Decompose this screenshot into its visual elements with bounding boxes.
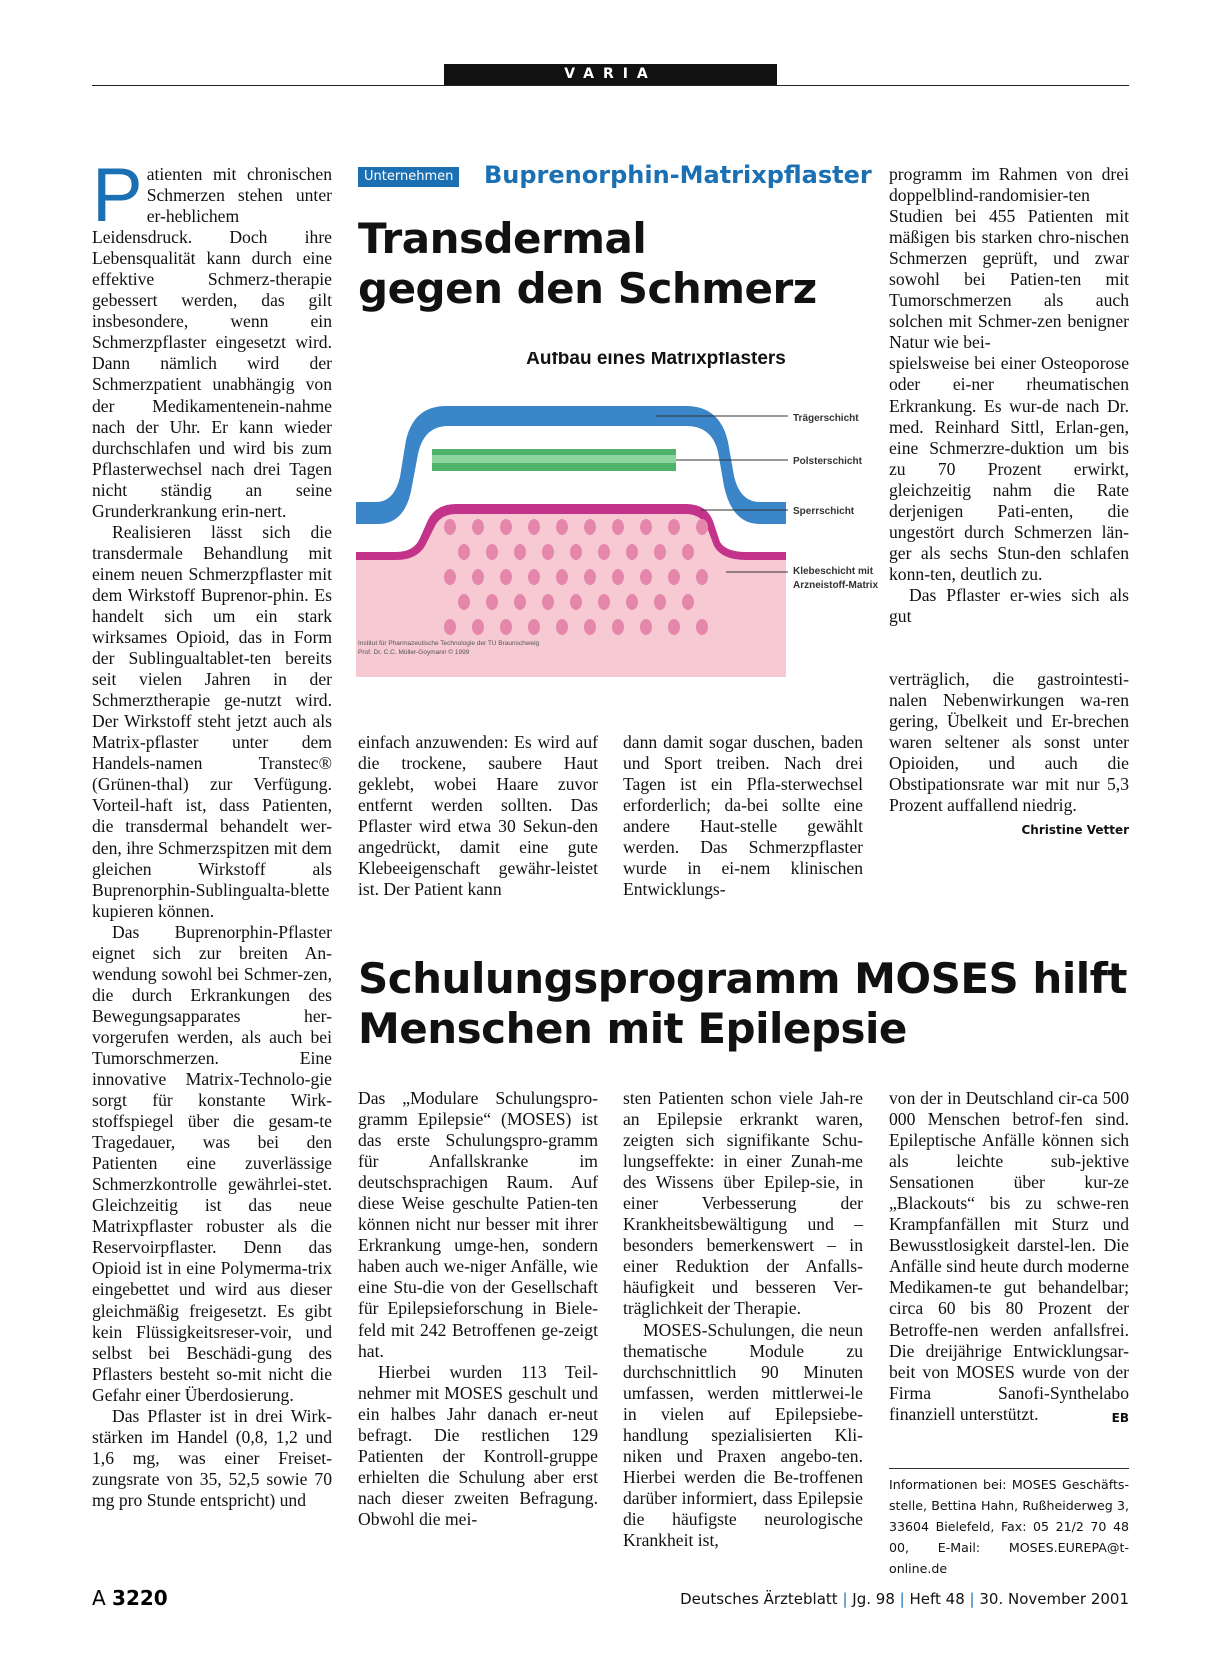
article1-paragraph-1: Patienten mit chronischen Schmerzen stehen unter er-heblichem Leidensdruck. Doch ihre Lebensqualität kann durch eine effektive Schmerz-therapie gebessert werden, das gilt insbesondere, wenn ein Schmerzpflaster eingesetzt wird. Dann nämlich wird der Schmerzpatient unabhängig von der Medikamentenein-nahme nach der Uhr. Er kann wieder durchschlafen und wird bis zum Pflasterwechsel nach drei Tagen nicht ständig an seine Grunderkrankung erin-nert. bbox=[92, 153, 332, 521]
drug-dot bbox=[556, 569, 568, 585]
article2-headline-line-2: Menschen mit Epilepsie bbox=[358, 1004, 907, 1053]
cushion-highlight bbox=[432, 455, 676, 463]
article1-headline-line-1: Transdermal bbox=[358, 214, 647, 263]
drug-dot bbox=[444, 569, 456, 585]
info-box: Informationen bei: MOSES Geschäfts-stelle, Bettina Hahn, Rußheiderweg 3, 33604 Bielefeld, Fax: 05 21/2 70 48 00, E-Mail: MOSES.EUREPA@t-online.de bbox=[889, 1477, 1129, 1576]
drug-dot bbox=[486, 594, 498, 610]
footer-journal bbox=[680, 1589, 1129, 1609]
article1-column-2-text: einfach anzuwenden: Es wird auf die trockene, saubere Haut geklebt, wobei Haare zuvor entfernt werden sollten. Das Pflaster wird etwa 30 Sekun-den angedrückt, damit eine gute Klebeeigenschaft gewähr-leistet ist. Der Patient kann bbox=[358, 732, 598, 900]
category-badge: Unternehmen bbox=[358, 167, 459, 187]
drug-dot bbox=[458, 594, 470, 610]
info-rule bbox=[889, 1468, 1129, 1469]
drug-dot bbox=[640, 519, 652, 535]
article2-column-3 bbox=[889, 1088, 1129, 1429]
drug-dot bbox=[668, 619, 680, 635]
page-prefix: A bbox=[92, 1586, 106, 1610]
article1-column-4-narrow-2: Das Pflaster er-wies sich als gut bbox=[889, 584, 1129, 626]
drug-dot bbox=[654, 544, 666, 560]
article1-column-3 bbox=[623, 732, 863, 900]
drug-dot bbox=[500, 569, 512, 585]
journal-date: 30. November 2001 bbox=[979, 1590, 1129, 1608]
drug-dot bbox=[584, 569, 596, 585]
article1-column-2 bbox=[358, 732, 598, 900]
drug-dot bbox=[542, 594, 554, 610]
drug-dot bbox=[668, 519, 680, 535]
drug-dot bbox=[696, 619, 708, 635]
figure-credit-line-1: Institut für Pharmazeutische Technologie der TU Braunschweig bbox=[358, 640, 540, 647]
drug-dot bbox=[528, 569, 540, 585]
drug-dot bbox=[668, 569, 680, 585]
article1-column-3-text: dann damit sogar duschen, baden und Sport treiben. Nach drei Tagen ist ein Pfla-sterwechsel erforderlich; da-bei sollte eine andere Haut-stelle gewählt werden. Das Schmerzpflaster wurde in ei-nem klinischen Entwicklungs- bbox=[623, 732, 863, 900]
journal-issue: Heft 48 bbox=[909, 1590, 965, 1608]
drug-dot bbox=[584, 519, 596, 535]
drug-dot bbox=[626, 594, 638, 610]
drug-dot bbox=[682, 594, 694, 610]
article1-kicker: Buprenorphin-Matrixpflaster bbox=[484, 161, 872, 189]
drug-dot bbox=[500, 619, 512, 635]
drug-dot bbox=[542, 544, 554, 560]
separator: | bbox=[899, 1590, 905, 1608]
figure-gap bbox=[889, 627, 1129, 648]
drug-dot bbox=[500, 519, 512, 535]
drug-dot bbox=[640, 569, 652, 585]
drug-dot bbox=[472, 619, 484, 635]
separator: | bbox=[969, 1590, 975, 1608]
article1-column-4-narrow: spielsweise bei einer Osteoporose oder ei-ner rheumatischen Erkrankung. Es wur-de nach Dr. med. Reinhard Sittl, Erlan-gen, eine Schmerzre-duktion um bis zu 70 Prozent erwirkt, gleichzeitig nahm die Rate derjenigen Pati-enten, die ungestört durch Schmerzen län-ger als sechs Stun-den schlafen konn-ten, deutlich zu. bbox=[889, 353, 1129, 584]
article2-paragraph-5: von der in Deutschland cir-ca 500 000 Menschen betrof-fen sind. Epileptische Anfälle können sich als leichte sub-jektive Sensationen über kur-ze „Blackouts“ bis zu schwe-ren Krampfanfällen mit Sturz und Bewusstlosigkeit darstel-len. Die Anfälle sind heute durch moderne Medikamen-te gut behandelbar; circa 60 bis 80 Prozent der Betroffe-nen werden anfallsfrei. Die dreijährige Entwicklungsar-beit von MOSES wurde von der Firma Sanofi-Synthelabo finanziell unterstützt. EB bbox=[889, 1088, 1129, 1425]
drug-dot bbox=[612, 569, 624, 585]
label-matrix: Arzneistoff-Matrix bbox=[793, 580, 879, 591]
drug-dot bbox=[640, 619, 652, 635]
separator: | bbox=[842, 1590, 848, 1608]
drug-dot bbox=[598, 594, 610, 610]
article1-column-1 bbox=[92, 153, 332, 1511]
article2-column-1 bbox=[358, 1088, 598, 1530]
drug-dot bbox=[598, 544, 610, 560]
header-rule bbox=[92, 85, 1129, 86]
drug-dot bbox=[626, 544, 638, 560]
article1-author: Christine Vetter bbox=[1021, 823, 1129, 838]
article1-paragraph-2: Realisieren lässt sich die transdermale Behandlung mit einem neuen Schmerzpflaster mit dem Wirkstoff Buprenor-phin. Es handelt sich um ein stark wirksames Opioid, das in Form der Sublingualtablet-ten bereits seit vielen Jahren in der Schmerztherapie ge-nutzt wird. Der Wirkstoff steht jetzt auch als Matrix-pflaster unter dem Handels-namen Transtec® (Grünen-thal) zur Verfügung. Vorteil-haft ist, dass Patienten, die transdermal behandelt wer-den, ihre Schmerzspitzen mit dem gleichen Wirkstoff als Buprenorphin-Sublingualta-blette kupieren können. bbox=[92, 521, 332, 921]
article2-headline-line-1: Schulungsprogramm MOSES hilft bbox=[358, 954, 1127, 1003]
label-adhesive: Klebeschicht mit bbox=[793, 566, 874, 577]
drug-dot bbox=[458, 544, 470, 560]
drug-dot bbox=[612, 619, 624, 635]
drug-dot bbox=[556, 519, 568, 535]
drug-dot bbox=[570, 594, 582, 610]
drug-dot bbox=[486, 544, 498, 560]
article1-headline bbox=[358, 214, 817, 314]
label-barrier: Sperrschicht bbox=[793, 506, 855, 517]
drug-dot bbox=[472, 519, 484, 535]
article2-paragraph-1: Das „Modulare Schulungspro-gramm Epilepsie“ (MOSES) ist das erste Schulungspro-gramm für Anfallskranke im deutschsprachigen Raum. Auf diese Weise geschulte Patien-ten können nicht nur besser mit ihrer Erkrankung umge-hen, sondern haben auch we-niger Anfälle, wie eine Stu-die von der Gesellschaft für Epilepsieforschung in Biele-feld mit 242 Betroffenen ge-zeigt hat. bbox=[358, 1088, 598, 1361]
article2-paragraph-4: MOSES-Schulungen, die neun thematische Module zu durchschnittlich 90 Minuten umfassen, werden mittlerwei-le in vielen auf Epilepsiebe-handlung spezialisierten Kli-niken und Praxen angebo-ten. Hierbei werden die Be-troffenen darüber informiert, dass Epilepsie die häufigste neurologische Krankheit ist, bbox=[623, 1319, 863, 1550]
matrix-patch-diagram bbox=[356, 352, 942, 698]
drug-dot bbox=[472, 569, 484, 585]
drug-dot bbox=[570, 544, 582, 560]
article2-headline bbox=[358, 954, 1127, 1054]
drug-dot bbox=[654, 594, 666, 610]
article2-author: EB bbox=[1111, 1410, 1129, 1425]
figure-credit-line-2: Prof. Dr. C.C. Müller-Goymann © 1999 bbox=[358, 649, 470, 656]
drug-dot bbox=[528, 519, 540, 535]
label-cushion: Polsterschicht bbox=[793, 456, 862, 467]
drug-dot bbox=[444, 619, 456, 635]
journal-volume: Jg. 98 bbox=[852, 1590, 895, 1608]
drug-dot bbox=[514, 594, 526, 610]
drug-dot bbox=[696, 519, 708, 535]
article2-column-2 bbox=[623, 1088, 863, 1551]
matrix-patch-figure bbox=[356, 352, 942, 698]
drug-dot bbox=[584, 619, 596, 635]
article1-column-4 bbox=[889, 164, 1129, 841]
article1-paragraph-4: Das Pflaster ist in drei Wirk-stärken im Handel (0,8, 1,2 und 1,6 mg, was einer Freiset-zungsrate von 35, 52,5 sowie 70 mg pro Stunde entspricht) und bbox=[92, 1405, 332, 1510]
drug-dot bbox=[612, 519, 624, 535]
label-carrier: Trägerschicht bbox=[793, 413, 859, 424]
drug-dot bbox=[682, 544, 694, 560]
page-number-value: 3220 bbox=[112, 1586, 168, 1610]
drug-dot bbox=[696, 569, 708, 585]
article1-headline-line-2: gegen den Schmerz bbox=[358, 264, 817, 313]
article2-paragraph-3: sten Patienten schon viele Jah-re an Epilepsie erkrankt waren, zeigten sich signifikante Schu-lungseffekte: in einer Zunah-me des Wissens über Epilep-sie, in einer Verbesserung der Krankheitsbewältigung und – besonders bemerkenswert – in einer Reduktion der Anfalls-häufigkeit und besseren Ver-träglichkeit der Therapie. bbox=[623, 1088, 863, 1319]
section-label: VARIA bbox=[444, 64, 777, 85]
figure-title: Aufbau eines Matrixpflasters bbox=[526, 352, 786, 369]
article1-paragraph-3: Das Buprenorphin-Pflaster eignet sich zur breiten An-wendung sowohl bei Schmer-zen, die durch Erkrankungen des Bewegungsapparates her-vorgerufen werden, als auch bei Tumorschmerzen. Eine innovative Matrix-Technolo-gie sorgt für konstante Wirk-stoffspiegel über die gesam-te Tragedauer, was bei den Patienten eine zuverlässige Schmerzkontrolle gewährlei-stet. Gleichzeitig ist das neue Matrixpflaster robuster als die Reservoirpflaster. Denn das Opioid ist in eine Polymerma-trix eingebettet und wird aus dieser gleichmäßig freigesetzt. Es gibt kein Flüssigkeitsreser-voir, und selbst bei Beschädi-gung des Pflasters besteht so-mit nicht die Gefahr einer Überdosierung. bbox=[92, 921, 332, 1405]
drug-dot bbox=[528, 619, 540, 635]
drug-dot bbox=[514, 544, 526, 560]
journal-name: Deutsches Ärzteblatt bbox=[680, 1590, 838, 1608]
drug-dot bbox=[556, 619, 568, 635]
article2-paragraph-2: Hierbei wurden 113 Teil-nehmer mit MOSES geschult und ein halbes Jahr danach er-neut befragt. Die restlichen 129 Patienten der Kontroll-gruppe erhielten die Schulung aber erst nach dieser zweiten Befragung. Obwohl die mei- bbox=[358, 1361, 598, 1529]
article1-column-4-bottom: verträglich, die gastrointesti-nalen Nebenwirkungen wa-ren gering, Übelkeit und Er-brechen waren seltener als sonst unter Opioiden, und auch die Obstipationsrate war mit nur 5,3 Prozent auffallend niedrig. Christine Vetter bbox=[889, 669, 1129, 816]
dropcap: P bbox=[92, 153, 143, 238]
article1-column-4-wide: programm im Rahmen von drei doppelblind-randomisier-ten Studien bei 455 Patienten mit mäßigen bis starken chro-nischen Schmerzen geprüft, und zwar sowohl bei Patien-ten mit Tumorschmerzen als auch solchen mit Schmer-zen benigner Natur wie bei- bbox=[889, 164, 1129, 353]
figure-gap bbox=[889, 648, 1129, 669]
drug-dot bbox=[444, 519, 456, 535]
page-number bbox=[92, 1586, 168, 1610]
